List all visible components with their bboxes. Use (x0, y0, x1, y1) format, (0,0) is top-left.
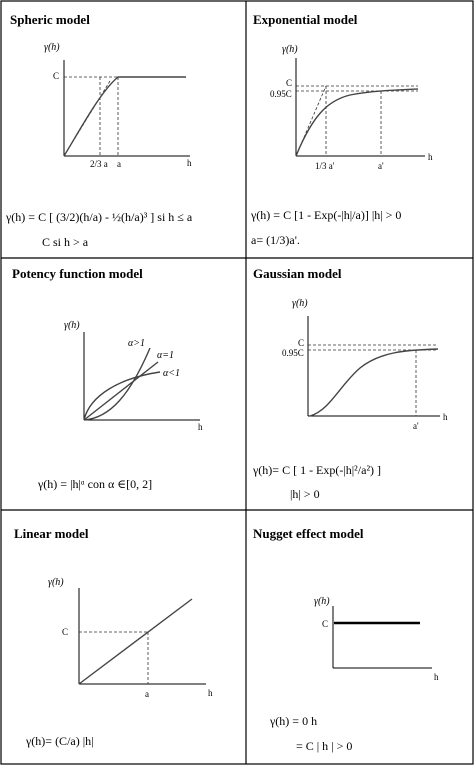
cell-gaussian-model (252, 266, 448, 501)
formula-line-2: C si h > a (42, 235, 89, 249)
formula-line-1: γ(h) = |h|ᵅ con α ∈[0, 2] (38, 477, 153, 491)
c-level-label: C (286, 78, 293, 88)
spheric-curve (64, 77, 186, 156)
x-tick-one-third-a-prime: 1/3 a' (315, 161, 335, 171)
c95-level-label: 0.95C (282, 348, 304, 358)
cell-title: Potency function model (12, 266, 143, 281)
x-tick-a: a (117, 159, 121, 169)
cell-title: Nugget effect model (253, 526, 364, 541)
cell-nugget-effect-model (253, 526, 439, 753)
curve-alpha-less-1 (84, 372, 160, 420)
cell-title: Spheric model (10, 12, 90, 27)
y-axis-label: γ(h) (64, 320, 80, 331)
c95-level-label: 0.95C (270, 89, 292, 99)
x-tick-a-prime: a' (378, 161, 384, 171)
x-tick-a: a (145, 689, 149, 699)
label-alpha-equal-1: α=1 (157, 350, 174, 361)
label-alpha-less-1: α<1 (163, 368, 180, 379)
table-border (1, 1, 473, 764)
x-axis-label: h (198, 422, 203, 432)
y-axis-label: γ(h) (44, 42, 60, 53)
linear-line (79, 599, 192, 684)
y-axis-label: γ(h) (314, 596, 330, 607)
x-axis-label: h (434, 672, 439, 682)
formula-line-1: γ(h)= C [ 1 - Exp(-|h|²/a²) ] (253, 463, 382, 477)
cell-linear-model (14, 526, 213, 748)
c-level-label: C (322, 619, 329, 629)
curve-alpha-equal-1 (84, 362, 158, 420)
formula-line-2: a= (1/3)a'. (251, 233, 300, 247)
x-axis-label: h (187, 158, 192, 168)
formula-line-1: γ(h) = C [ (3/2)(h/a) - ½(h/a)³ ] si h ≤ a (6, 210, 193, 224)
cell-title: Exponential model (253, 12, 358, 27)
x-tick-a-prime: a' (413, 421, 419, 431)
x-axis-label: h (443, 412, 448, 422)
formula-line-1: γ(h)= (C/a) |h| (26, 734, 94, 748)
cell-potency-function-model (12, 266, 203, 491)
x-axis-label: h (208, 688, 213, 698)
cell-exponential-model (250, 12, 433, 247)
label-alpha-greater-1: α>1 (128, 338, 145, 349)
exponential-curve (296, 89, 418, 156)
cell-spheric-model (5, 12, 193, 249)
x-axis-label: h (428, 152, 433, 162)
cell-title: Linear model (14, 526, 89, 541)
formula-line-2: = C | h | > 0 (296, 739, 353, 753)
c-level-label: C (298, 338, 305, 348)
cell-title: Gaussian model (253, 266, 342, 281)
c-level-label: C (62, 627, 69, 637)
y-axis-label: γ(h) (282, 44, 298, 55)
c-level-label: C (53, 71, 60, 81)
formula-line-1: γ(h) = C [1 - Exp(-|h|/a)] |h| > 0 (251, 208, 402, 222)
y-axis-label: γ(h) (292, 298, 308, 309)
formula-line-1: γ(h) = 0 h (270, 714, 318, 728)
x-tick-two-thirds-a: 2/3 a (90, 159, 108, 169)
y-axis-label: γ(h) (48, 577, 64, 588)
gaussian-curve (310, 349, 438, 416)
formula-line-2: |h| > 0 (290, 487, 320, 501)
